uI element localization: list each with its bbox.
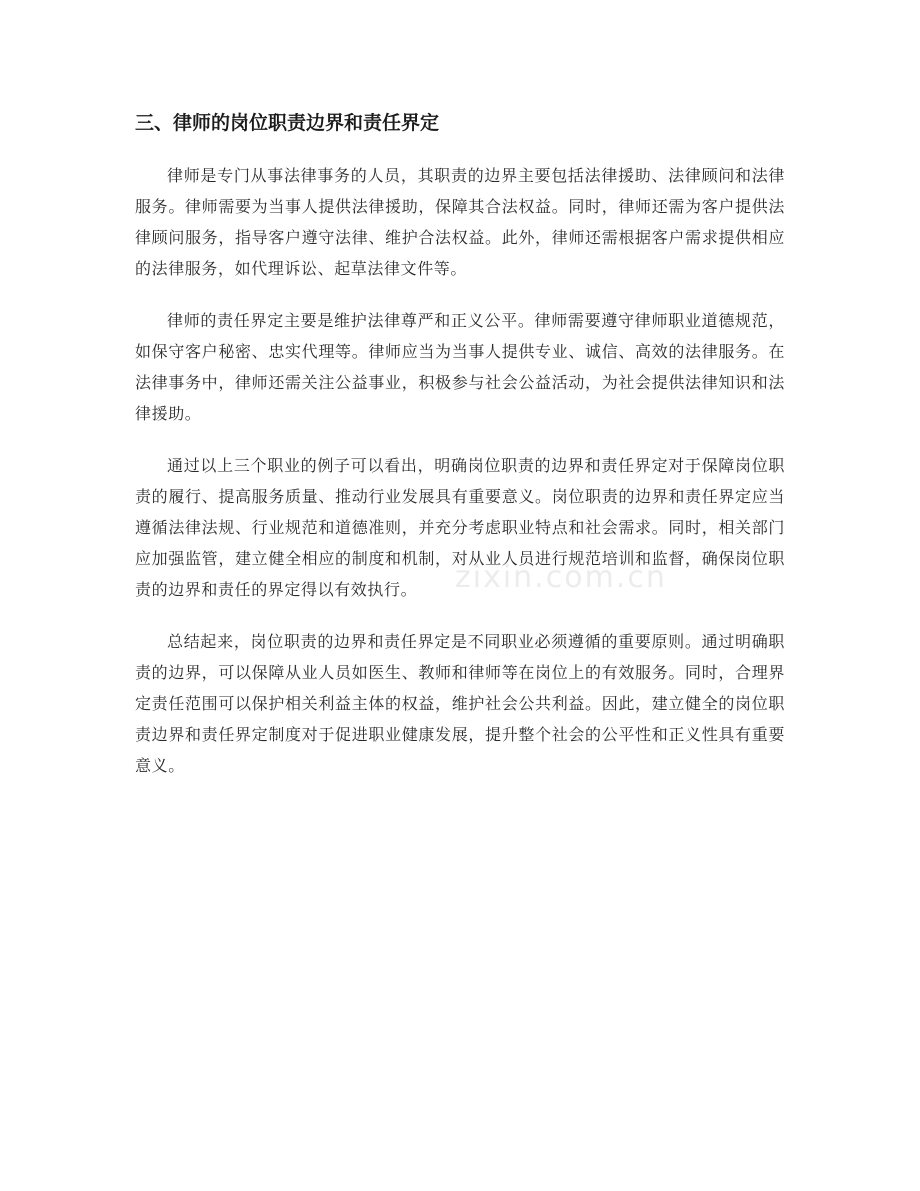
paragraph-lawyer-responsibilities: 律师的责任界定主要是维护法律尊严和正义公平。律师需要遵守律师职业道德规范，如保守客户秘密、忠实代理等。律师应当为当事人提供专业、诚信、高效的法律服务。在法律事务中，律师还需关注公益事业，积极参与社会公益活动，为社会提供法律知识和法律援助。 bbox=[135, 311, 785, 423]
paragraph-examples-summary: 通过以上三个职业的例子可以看出，明确岗位职责的边界和责任界定对于保障岗位职责的履行、提高服务质量、推动行业发展具有重要意义。岗位职责的边界和责任界定应当遵循法律法规、行业规范和道德准则，并充分考虑职业特点和社会需求。同时，相关部门应加强监管，建立健全相应的制度和机制，对从业人员进行规范培训和监督，确保岗位职责的边界和责任的界定得以有效执行。 bbox=[135, 456, 785, 599]
paragraph-conclusion: 总结起来，岗位职责的边界和责任界定是不同职业必须遵循的重要原则。通过明确职责的边界，可以保障从业人员如医生、教师和律师等在岗位上的有效服务。同时，合理界定责任范围可以保护相关利益主体的权益，维护社会公共利益。因此，建立健全的岗位职责边界和责任界定制度对于促进职业健康发展，提升整个社会的公平性和正义性具有重要意义。 bbox=[135, 632, 785, 775]
section-heading: 三、律师的岗位职责边界和责任界定 bbox=[135, 112, 440, 134]
watermark: zixin.com.cn bbox=[455, 560, 667, 595]
paragraph-lawyer-duties: 律师是专门从事法律事务的人员，其职责的边界主要包括法律援助、法律顾问和法律服务。律师需要为当事人提供法律援助，保障其合法权益。同时，律师还需为客户提供法律顾问服务，指导客户遵守法律、维护合法权益。此外，律师还需根据客户需求提供相应的法律服务，如代理诉讼、起草法律文件等。 bbox=[135, 166, 785, 278]
